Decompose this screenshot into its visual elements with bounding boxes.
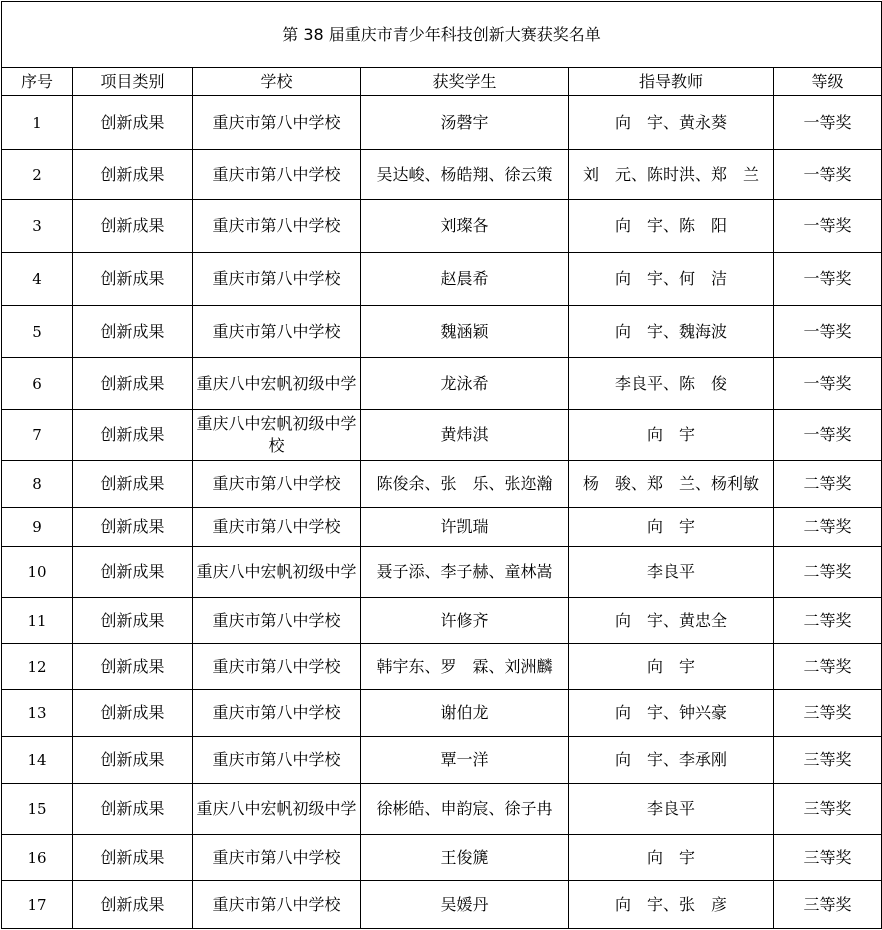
header-level: 等级 bbox=[774, 68, 882, 96]
cell-level: 二等奖 bbox=[774, 508, 882, 547]
cell-category: 创新成果 bbox=[73, 200, 193, 253]
cell-teachers: 李良平、陈 俊 bbox=[569, 358, 774, 410]
cell-school: 重庆市第八中学校 bbox=[193, 306, 361, 358]
table-row bbox=[2, 253, 882, 306]
header-teachers: 指导教师 bbox=[569, 68, 774, 96]
cell-level: 一等奖 bbox=[774, 410, 882, 461]
header-school: 学校 bbox=[193, 68, 361, 96]
cell-no: 3 bbox=[2, 200, 73, 253]
table-row bbox=[2, 644, 882, 690]
cell-school: 重庆市第八中学校 bbox=[193, 200, 361, 253]
cell-teachers: 向 宇、黄永葵 bbox=[569, 96, 774, 150]
cell-teachers: 向 宇 bbox=[569, 410, 774, 461]
table-row bbox=[2, 200, 882, 253]
cell-students: 许修齐 bbox=[361, 598, 569, 644]
cell-students: 谢伯龙 bbox=[361, 690, 569, 737]
cell-students: 徐彬皓、申韵宸、徐子冉 bbox=[361, 784, 569, 835]
cell-no: 11 bbox=[2, 598, 73, 644]
cell-level: 一等奖 bbox=[774, 96, 882, 150]
table-row bbox=[2, 150, 882, 200]
cell-category: 创新成果 bbox=[73, 835, 193, 881]
table-row bbox=[2, 547, 882, 598]
cell-students: 龙泳希 bbox=[361, 358, 569, 410]
cell-category: 创新成果 bbox=[73, 306, 193, 358]
cell-students: 吴达峻、杨皓翔、徐云策 bbox=[361, 150, 569, 200]
cell-category: 创新成果 bbox=[73, 358, 193, 410]
table-body bbox=[2, 96, 882, 929]
cell-school: 重庆市第八中学校 bbox=[193, 598, 361, 644]
cell-school: 重庆市第八中学校 bbox=[193, 461, 361, 508]
award-table bbox=[1, 1, 882, 929]
document-title: 第 38 届重庆市青少年科技创新大赛获奖名单 bbox=[2, 2, 882, 68]
cell-teachers: 刘 元、陈时洪、郑 兰 bbox=[569, 150, 774, 200]
table-row bbox=[2, 690, 882, 737]
cell-level: 一等奖 bbox=[774, 200, 882, 253]
cell-level: 二等奖 bbox=[774, 644, 882, 690]
cell-school: 重庆八中宏帆初级中学 bbox=[193, 784, 361, 835]
cell-teachers: 向 宇 bbox=[569, 508, 774, 547]
cell-no: 12 bbox=[2, 644, 73, 690]
cell-teachers: 向 宇、魏海波 bbox=[569, 306, 774, 358]
cell-students: 黄炜淇 bbox=[361, 410, 569, 461]
header-category: 项目类别 bbox=[73, 68, 193, 96]
cell-level: 三等奖 bbox=[774, 784, 882, 835]
cell-students: 吴媛丹 bbox=[361, 881, 569, 929]
cell-level: 三等奖 bbox=[774, 690, 882, 737]
cell-level: 二等奖 bbox=[774, 461, 882, 508]
cell-students: 陈俊余、张 乐、张迩瀚 bbox=[361, 461, 569, 508]
table-row bbox=[2, 508, 882, 547]
table-row bbox=[2, 737, 882, 784]
cell-school: 重庆八中宏帆初级中学校 bbox=[193, 410, 361, 461]
cell-category: 创新成果 bbox=[73, 690, 193, 737]
header-no: 序号 bbox=[2, 68, 73, 96]
cell-students: 刘璨各 bbox=[361, 200, 569, 253]
table-header-row bbox=[2, 68, 882, 96]
cell-students: 王俊篪 bbox=[361, 835, 569, 881]
cell-students: 许凯瑞 bbox=[361, 508, 569, 547]
cell-school: 重庆市第八中学校 bbox=[193, 96, 361, 150]
cell-teachers: 李良平 bbox=[569, 784, 774, 835]
header-students: 获奖学生 bbox=[361, 68, 569, 96]
cell-no: 13 bbox=[2, 690, 73, 737]
cell-category: 创新成果 bbox=[73, 461, 193, 508]
cell-no: 15 bbox=[2, 784, 73, 835]
cell-level: 三等奖 bbox=[774, 881, 882, 929]
cell-school: 重庆八中宏帆初级中学 bbox=[193, 547, 361, 598]
cell-school: 重庆市第八中学校 bbox=[193, 737, 361, 784]
table-row bbox=[2, 598, 882, 644]
cell-no: 6 bbox=[2, 358, 73, 410]
cell-no: 14 bbox=[2, 737, 73, 784]
cell-students: 覃一洋 bbox=[361, 737, 569, 784]
cell-category: 创新成果 bbox=[73, 253, 193, 306]
table-row bbox=[2, 784, 882, 835]
cell-teachers: 向 宇、黄忠全 bbox=[569, 598, 774, 644]
cell-level: 一等奖 bbox=[774, 306, 882, 358]
cell-category: 创新成果 bbox=[73, 410, 193, 461]
cell-no: 1 bbox=[2, 96, 73, 150]
cell-teachers: 向 宇、张 彦 bbox=[569, 881, 774, 929]
cell-school: 重庆市第八中学校 bbox=[193, 835, 361, 881]
cell-no: 9 bbox=[2, 508, 73, 547]
cell-level: 二等奖 bbox=[774, 547, 882, 598]
table-row bbox=[2, 306, 882, 358]
table-row bbox=[2, 461, 882, 508]
cell-category: 创新成果 bbox=[73, 644, 193, 690]
cell-category: 创新成果 bbox=[73, 150, 193, 200]
cell-teachers: 李良平 bbox=[569, 547, 774, 598]
table-row bbox=[2, 835, 882, 881]
cell-level: 二等奖 bbox=[774, 598, 882, 644]
cell-students: 赵晨希 bbox=[361, 253, 569, 306]
cell-school: 重庆市第八中学校 bbox=[193, 508, 361, 547]
cell-no: 2 bbox=[2, 150, 73, 200]
cell-no: 16 bbox=[2, 835, 73, 881]
cell-school: 重庆市第八中学校 bbox=[193, 253, 361, 306]
cell-school: 重庆市第八中学校 bbox=[193, 690, 361, 737]
cell-teachers: 向 宇 bbox=[569, 644, 774, 690]
cell-no: 4 bbox=[2, 253, 73, 306]
table-row bbox=[2, 881, 882, 929]
cell-school: 重庆市第八中学校 bbox=[193, 644, 361, 690]
cell-level: 三等奖 bbox=[774, 835, 882, 881]
cell-teachers: 向 宇、陈 阳 bbox=[569, 200, 774, 253]
cell-teachers: 向 宇、何 洁 bbox=[569, 253, 774, 306]
cell-category: 创新成果 bbox=[73, 547, 193, 598]
cell-teachers: 向 宇、钟兴豪 bbox=[569, 690, 774, 737]
cell-students: 魏涵颖 bbox=[361, 306, 569, 358]
cell-category: 创新成果 bbox=[73, 737, 193, 784]
cell-teachers: 杨 骏、郑 兰、杨利敏 bbox=[569, 461, 774, 508]
cell-category: 创新成果 bbox=[73, 598, 193, 644]
cell-school: 重庆八中宏帆初级中学 bbox=[193, 358, 361, 410]
cell-students: 汤磬宇 bbox=[361, 96, 569, 150]
cell-no: 10 bbox=[2, 547, 73, 598]
cell-category: 创新成果 bbox=[73, 881, 193, 929]
cell-school: 重庆市第八中学校 bbox=[193, 881, 361, 929]
table-row bbox=[2, 96, 882, 150]
cell-no: 17 bbox=[2, 881, 73, 929]
cell-level: 一等奖 bbox=[774, 150, 882, 200]
cell-category: 创新成果 bbox=[73, 784, 193, 835]
cell-students: 韩宇东、罗 霖、刘洲麟 bbox=[361, 644, 569, 690]
cell-level: 三等奖 bbox=[774, 737, 882, 784]
cell-no: 7 bbox=[2, 410, 73, 461]
cell-teachers: 向 宇 bbox=[569, 835, 774, 881]
cell-teachers: 向 宇、李承刚 bbox=[569, 737, 774, 784]
cell-category: 创新成果 bbox=[73, 508, 193, 547]
cell-category: 创新成果 bbox=[73, 96, 193, 150]
cell-level: 一等奖 bbox=[774, 358, 882, 410]
award-list-sheet bbox=[1, 1, 881, 929]
cell-no: 8 bbox=[2, 461, 73, 508]
table-row bbox=[2, 358, 882, 410]
table-row bbox=[2, 410, 882, 461]
cell-students: 聂子添、李子赫、童林嵩 bbox=[361, 547, 569, 598]
cell-school: 重庆市第八中学校 bbox=[193, 150, 361, 200]
cell-level: 一等奖 bbox=[774, 253, 882, 306]
cell-no: 5 bbox=[2, 306, 73, 358]
